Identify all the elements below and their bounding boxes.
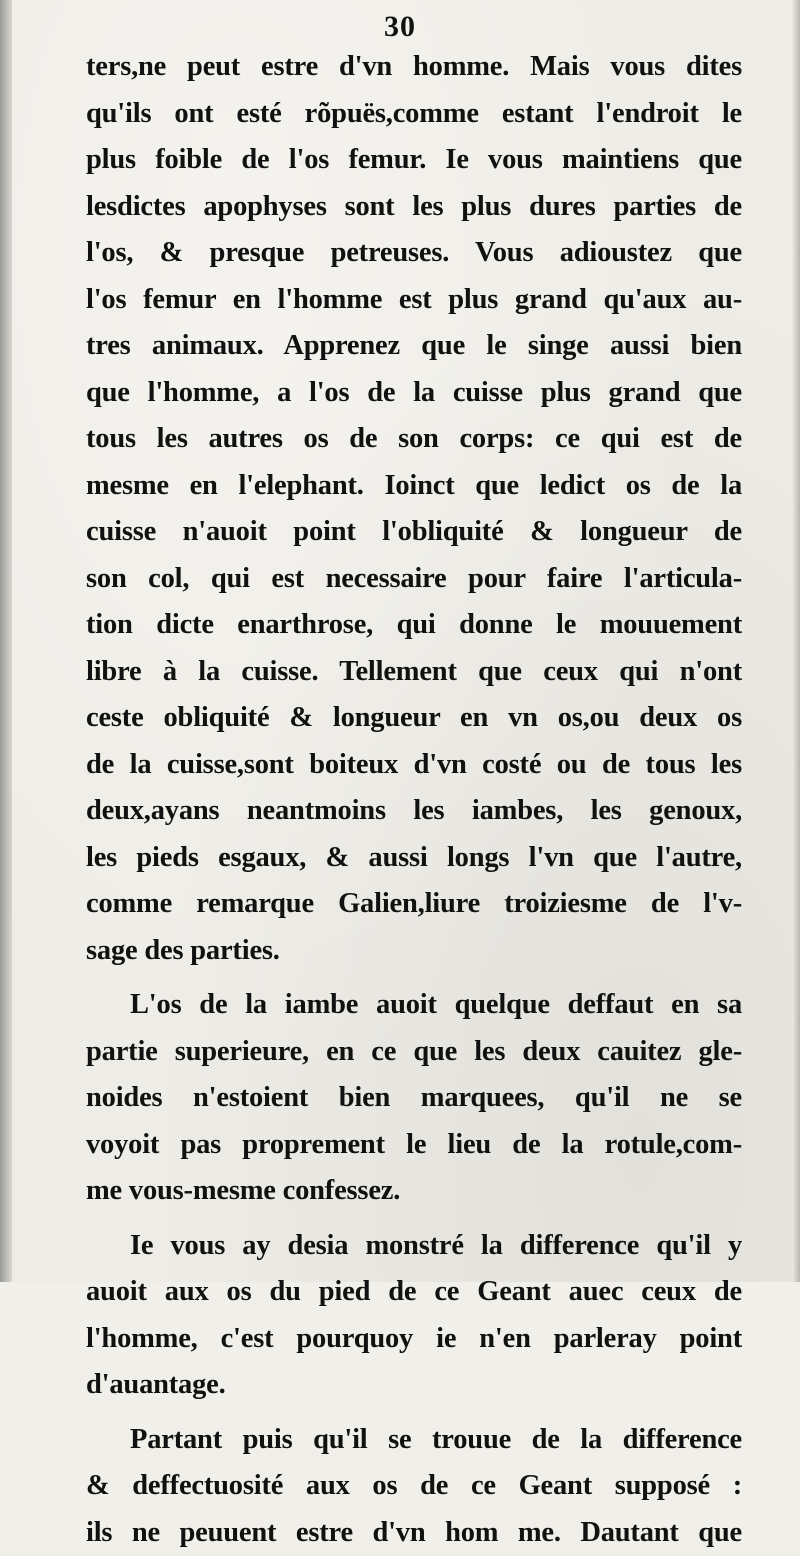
text-line: Ie vous ay desia monstré la difference qu'il y <box>86 1223 742 1270</box>
paragraph <box>86 1223 742 1409</box>
text-line: L'os de la iambe auoit quelque deffaut en sa <box>86 982 742 1029</box>
paragraph <box>86 982 742 1215</box>
text-line: tres animaux. Apprenez que le singe aussi bien <box>86 323 742 370</box>
text-line: qu'ils ont esté rõpuës,comme estant l'endroit le <box>86 91 742 138</box>
text-line: voyoit pas proprement le lieu de la rotule,com- <box>86 1122 742 1169</box>
text-line: deux,ayans neantmoins les iambes, les genoux, <box>86 788 742 835</box>
page-gutter-shadow <box>0 0 12 1282</box>
paragraph <box>86 44 742 974</box>
text-line: d'auantage. <box>86 1362 742 1409</box>
text-line: son col, qui est necessaire pour faire l'articula- <box>86 556 742 603</box>
page-edge-shadow <box>792 0 800 1282</box>
text-line: partie superieure, en ce que les deux cauitez gle- <box>86 1029 742 1076</box>
text-line: plus foible de l'os femur. Ie vous maintiens que <box>86 137 742 184</box>
text-line: de la cuisse,sont boiteux d'vn costé ou de tous les <box>86 742 742 789</box>
text-line: tion dicte enarthrose, qui donne le mouuement <box>86 602 742 649</box>
text-line: que l'homme, a l'os de la cuisse plus grand que <box>86 370 742 417</box>
paragraph-spacer <box>86 974 742 982</box>
paragraph-spacer <box>86 1215 742 1223</box>
text-line: noides n'estoient bien marquees, qu'il ne se <box>86 1075 742 1122</box>
text-line: sage des parties. <box>86 928 742 975</box>
page-number: 30 <box>0 10 800 44</box>
text-line: comme remarque Galien,liure troiziesme de l'v- <box>86 881 742 928</box>
text-line: tous les autres os de son corps: ce qui est de <box>86 416 742 463</box>
text-line: les pieds esgaux, & aussi longs l'vn que l'autre, <box>86 835 742 882</box>
body-text <box>86 44 742 1556</box>
text-line: auoit aux os du pied de ce Geant auec ceux de <box>86 1269 742 1316</box>
text-line: ils ne peuuent estre d'vn hom me. Dautant que <box>86 1510 742 1556</box>
paragraph <box>86 1417 742 1556</box>
text-line: & deffectuosité aux os de ce Geant supposé : <box>86 1463 742 1510</box>
paragraph-spacer <box>86 1409 742 1417</box>
text-line: Partant puis qu'il se trouue de la difference <box>86 1417 742 1464</box>
text-line: mesme en l'elephant. Ioinct que ledict os de la <box>86 463 742 510</box>
text-line: lesdictes apophyses sont les plus dures parties de <box>86 184 742 231</box>
text-line: l'os, & presque petreuses. Vous adioustez que <box>86 230 742 277</box>
text-line: ceste obliquité & longueur en vn os,ou deux os <box>86 695 742 742</box>
text-line: l'os femur en l'homme est plus grand qu'aux au- <box>86 277 742 324</box>
text-line: me vous-mesme confessez. <box>86 1168 742 1215</box>
text-line: cuisse n'auoit point l'obliquité & longueur de <box>86 509 742 556</box>
text-line: libre à la cuisse. Tellement que ceux qui n'ont <box>86 649 742 696</box>
text-line: ters,ne peut estre d'vn homme. Mais vous dites <box>86 44 742 91</box>
text-line: l'homme, c'est pourquoy ie n'en parleray point <box>86 1316 742 1363</box>
